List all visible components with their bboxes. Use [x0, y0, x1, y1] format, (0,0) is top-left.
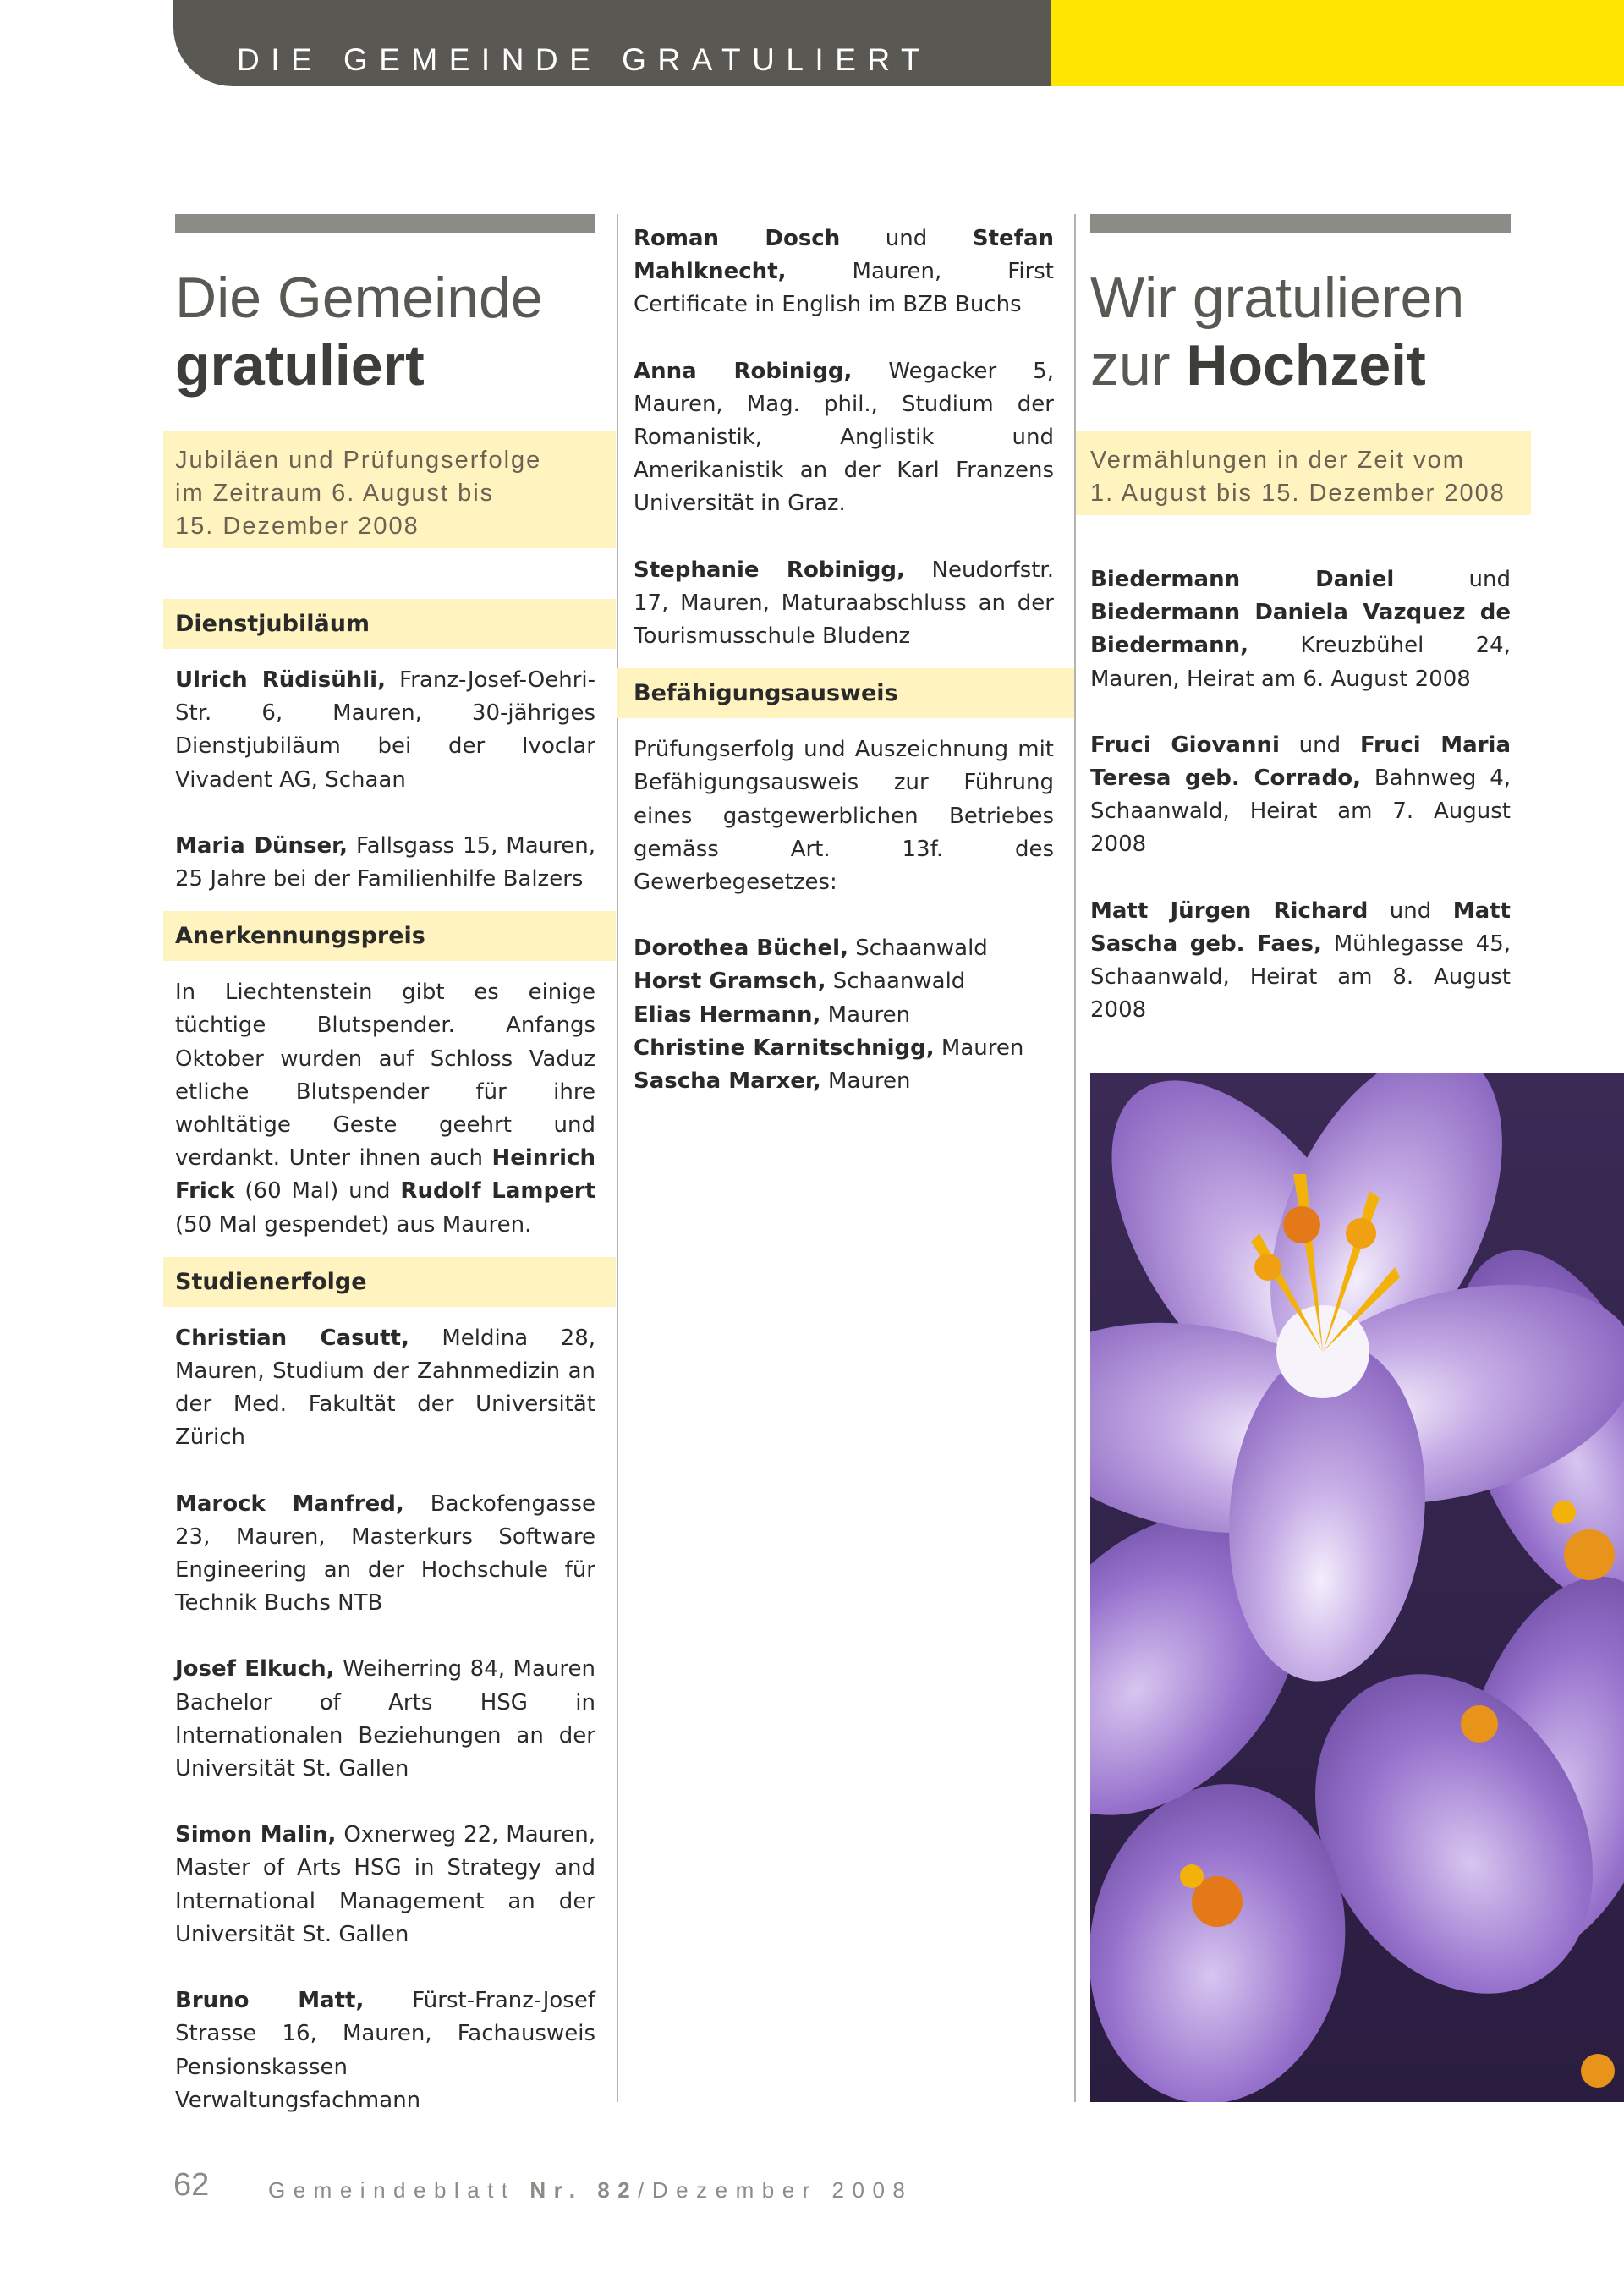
- section-heading-dienstjubilaeum: Dienstjubiläum: [163, 599, 616, 649]
- list-item: Bruno Matt, Fürst-Franz-Josef Strasse 16, Mauren, Fachausweis Pensionskassen Verwaltungsfachmann: [175, 1988, 595, 2113]
- left-column: [163, 214, 616, 2117]
- page-number: 62: [173, 2167, 210, 2203]
- list-item: Ulrich Rüdisühli, Franz-Josef-Oehri-Str. 6, Mauren, 30-jähriges Dienstjubiläum bei der Ivoclar Vivadent AG, Schaan: [175, 667, 596, 793]
- list-item: Elias Hermann, Mauren: [634, 1002, 911, 1028]
- list-item: Dorothea Büchel, Schaanwald: [634, 936, 988, 962]
- section-top-rule: [175, 214, 595, 233]
- article-title: Die Gemeinde gratuliert: [175, 266, 543, 398]
- right-column: [1076, 214, 1531, 1027]
- list-item: Christine Karnitschnigg, Mauren: [634, 1035, 1024, 1061]
- header-title: DIE GEMEINDE GRATULIERT: [237, 42, 932, 77]
- list-item: Fruci Giovanni und Fruci Maria Teresa geb. Corrado, Bahnweg 4, Schaanwald, Heirat am 7. August 2008: [1090, 732, 1512, 858]
- publication-info: Gemeindeblatt Nr. 82/Dezember 2008: [268, 2177, 914, 2203]
- list-item: Sascha Marxer, Mauren: [634, 1068, 911, 1095]
- list-item: Simon Malin, Oxnerweg 22, Mauren, Master of Arts HSG in Strategy and International Management an der Universität St. Gallen: [175, 1822, 595, 1947]
- list-item: Christian Casutt, Meldina 28, Mauren, Studium der Zahnmedizin an der Med. Fakultät der Universität Zürich: [175, 1325, 596, 1451]
- list-item: Roman Dosch und Stefan Mahlknecht, Mauren, First Certificate in English im BZB Buchs: [634, 226, 1054, 318]
- list-item: Maria Dünser, Fallsgass 15, Mauren, 25 Jahre bei der Familienhilfe Balzers: [175, 832, 595, 892]
- section-heading-befaehigungsausweis: Befähigungsausweis: [617, 668, 1074, 718]
- list-item: Marock Manfred, Backofengasse 23, Mauren, Masterkurs Software Engineering an der Hochschule für Technik Buchs NTB: [175, 1490, 595, 1617]
- list-item: Horst Gramsch, Schaanwald: [634, 969, 966, 995]
- article-subtitle: Vermählungen in der Zeit vom 1. August bis 15. Dezember 2008: [1076, 431, 1531, 515]
- middle-column: [617, 214, 1074, 1098]
- list-item: Josef Elkuch, Weiherring 84, Mauren Bachelor of Arts HSG in Internationalen Beziehungen an der Universität St. Gallen: [175, 1656, 595, 1782]
- article-title: Wir gratulieren zur Hochzeit: [1090, 266, 1465, 398]
- name-list: [617, 932, 1054, 1098]
- list-item: Anna Robinigg, Wegacker 5, Mauren, Mag. phil., Studium der Romanistik, Anglistik und Amerikanistik an der Karl Franzens Universität in Graz.: [634, 358, 1054, 517]
- list-item: Matt Jürgen Richard und Matt Sascha geb. Faes, Mühlegasse 45, Schaanwald, Heirat am 8. August 2008: [1090, 897, 1511, 1024]
- section-heading-studienerfolge: Studienerfolge: [163, 1257, 616, 1307]
- crocus-flower-photo: [1090, 1073, 1624, 2102]
- section-heading-anerkennungspreis: Anerkennungspreis: [163, 911, 616, 961]
- article-subtitle: Jubiläen und Prüfungserfolge im Zeitraum 6. August bis 15. Dezember 2008: [163, 431, 616, 548]
- paragraph: In Liechtenstein gibt es einige tüchtige Blutspender. Anfangs Oktober wurden auf Schloss Vaduz etliche Blutspender für ihre wohltätige Geste geehrt und verdankt. Unter ihnen auch Heinrich Frick (60 Mal) und Rudolf Lampert (50 Mal gespendet) aus Mauren.: [175, 980, 595, 1238]
- header-accent: [1051, 0, 1624, 86]
- section-top-rule: [1090, 214, 1511, 233]
- list-item: Biedermann Daniel und Biedermann Daniela Vazquez de Biedermann, Kreuzbühel 24, Mauren, Heirat am 6. August 2008: [1090, 567, 1511, 692]
- paragraph: Prüfungserfolg und Auszeichnung mit Befähigungsausweis zur Führung eines gastgewerblichen Betriebes gemäss Art. 13f. des Gewerbegesetzes:: [634, 737, 1054, 896]
- list-item: Stephanie Robinigg, Neudorfstr. 17, Mauren, Maturaabschluss an der Tourismusschule Bludenz: [634, 557, 1054, 650]
